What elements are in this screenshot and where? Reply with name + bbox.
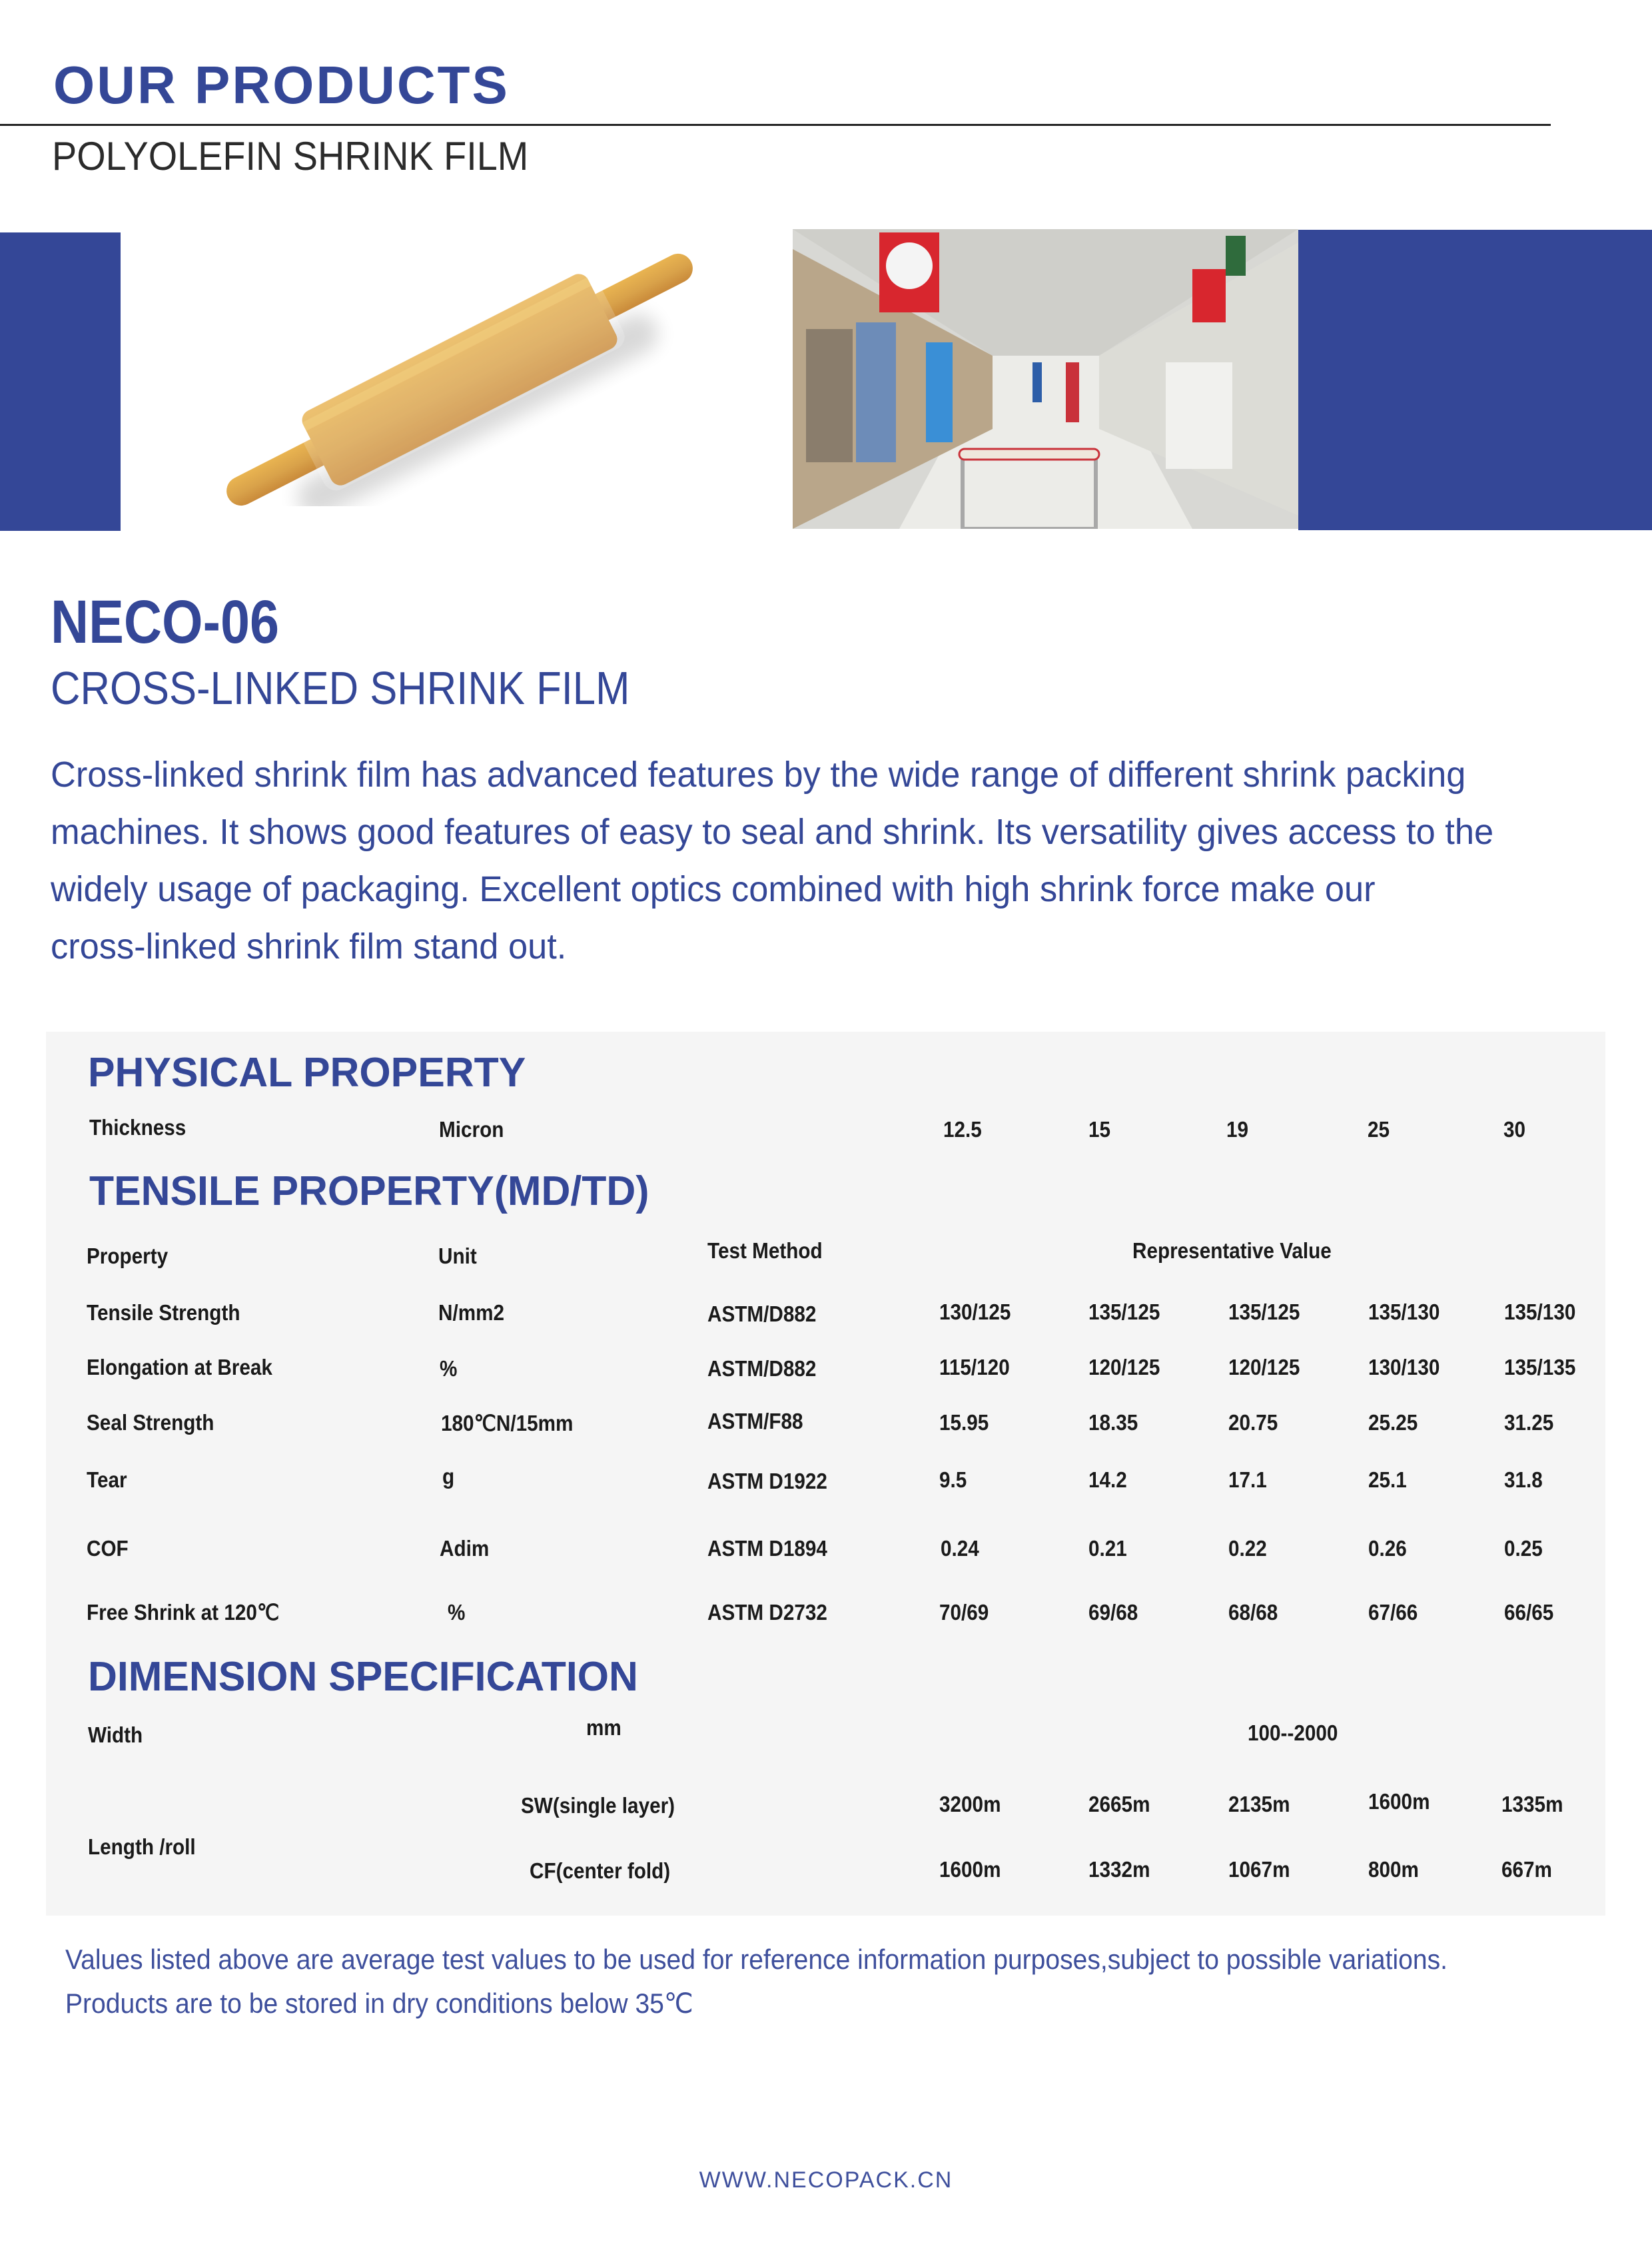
product-name: CROSS-LINKED SHRINK FILM: [51, 662, 630, 714]
cf-value: 1600m: [939, 1857, 1001, 1882]
width-unit: mm: [586, 1715, 621, 1740]
row-value: 135/130: [1368, 1300, 1440, 1324]
row-method: ASTM D1922: [707, 1469, 827, 1493]
length-label: Length /roll: [88, 1834, 196, 1859]
disclaimer-note: Values listed above are average test values to be used for reference information purposes,subject to possible variations.: [65, 1944, 1447, 1975]
tensile-property-title: TENSILE PROPERTY(MD/TD): [89, 1168, 649, 1214]
website-link[interactable]: WWW.NECOPACK.CN: [699, 2167, 953, 2193]
row-unit: N/mm2: [438, 1300, 505, 1325]
header-property: Property: [87, 1244, 169, 1268]
storage-note: Products are to be stored in dry conditions below 35℃: [65, 1988, 693, 2019]
dimension-spec-title: DIMENSION SPECIFICATION: [88, 1654, 638, 1700]
cf-value: 1332m: [1088, 1857, 1150, 1882]
row-value: 120/125: [1088, 1355, 1160, 1379]
row-value: 14.2: [1088, 1467, 1127, 1492]
row-value: 135/130: [1504, 1300, 1576, 1324]
sw-value: 1600m: [1368, 1789, 1430, 1814]
left-blue-block: [0, 232, 121, 531]
header-representative-value: Representative Value: [1132, 1238, 1332, 1263]
thickness-value: 12.5: [943, 1117, 982, 1142]
row-method: ASTM/F88: [707, 1409, 803, 1433]
product-model: NECO-06: [51, 588, 279, 656]
row-value: 66/65: [1504, 1600, 1554, 1625]
sw-value: 2665m: [1088, 1792, 1150, 1816]
product-description: [51, 746, 1524, 975]
row-value: 17.1: [1228, 1467, 1267, 1492]
row-method: ASTM D1894: [707, 1536, 827, 1561]
row-property: Tensile Strength: [87, 1300, 240, 1325]
row-value: 25.25: [1368, 1410, 1418, 1435]
supermarket-aisle-icon: [793, 229, 1298, 529]
description-line: machines. It shows good features of easy to seal and shrink. Its versatility gives access to the: [51, 812, 1494, 852]
cf-value: 667m: [1501, 1857, 1552, 1882]
supermarket-photo: [793, 229, 1298, 529]
page-subtitle: POLYOLEFIN SHRINK FILM: [52, 134, 529, 179]
thickness-value: 19: [1226, 1117, 1249, 1142]
description-line: widely usage of packaging. Excellent optics combined with high shrink force make our: [51, 869, 1376, 909]
row-value: 31.8: [1504, 1467, 1543, 1492]
row-value: 70/69: [939, 1600, 989, 1625]
row-unit: %: [440, 1356, 458, 1381]
row-value: 15.95: [939, 1410, 989, 1435]
title-divider: [0, 124, 1551, 126]
row-method: ASTM/D882: [707, 1302, 817, 1326]
header-test-method: Test Method: [707, 1238, 823, 1263]
row-unit: %: [448, 1600, 466, 1625]
row-value: 0.25: [1504, 1536, 1543, 1561]
row-value: 9.5: [939, 1467, 967, 1492]
row-value: 68/68: [1228, 1600, 1278, 1625]
row-unit: 180℃N/15mm: [441, 1411, 574, 1435]
sw-label: SW(single layer): [521, 1793, 675, 1818]
row-value: 135/125: [1088, 1300, 1160, 1324]
rolling-pin-icon: [193, 253, 726, 506]
physical-property-title: PHYSICAL PROPERTY: [88, 1050, 526, 1096]
row-value: 67/66: [1368, 1600, 1418, 1625]
row-property: Free Shrink at 120℃: [87, 1600, 280, 1625]
row-value: 0.22: [1228, 1536, 1267, 1561]
row-value: 69/68: [1088, 1600, 1138, 1625]
description-line: Cross-linked shrink film has advanced features by the wide range of different shrink packing: [51, 755, 1466, 795]
row-value: 25.1: [1368, 1467, 1407, 1492]
row-value: 31.25: [1504, 1410, 1554, 1435]
cf-label: CF(center fold): [530, 1858, 671, 1883]
cf-value: 800m: [1368, 1857, 1419, 1882]
row-value: 135/125: [1228, 1300, 1300, 1324]
row-property: Tear: [87, 1467, 127, 1492]
row-value: 0.24: [941, 1536, 979, 1561]
description-line: cross-linked shrink film stand out.: [51, 927, 567, 966]
thickness-value: 30: [1503, 1117, 1526, 1142]
right-blue-block: [1298, 230, 1652, 530]
row-unit: Adim: [440, 1536, 490, 1561]
thickness-value: 25: [1368, 1117, 1390, 1142]
width-label: Width: [88, 1722, 143, 1747]
row-value: 18.35: [1088, 1410, 1138, 1435]
cf-value: 1067m: [1228, 1857, 1290, 1882]
row-value: 115/120: [939, 1355, 1010, 1379]
row-value: 0.21: [1088, 1536, 1127, 1561]
sw-value: 3200m: [939, 1792, 1001, 1816]
width-range: 100--2000: [1248, 1720, 1338, 1745]
thickness-unit: Micron: [439, 1117, 504, 1142]
row-value: 130/125: [939, 1300, 1011, 1324]
row-value: 120/125: [1228, 1355, 1300, 1379]
row-value: 0.26: [1368, 1536, 1407, 1561]
row-property: Elongation at Break: [87, 1355, 272, 1379]
page-title: OUR PRODUCTS: [53, 55, 510, 115]
row-method: ASTM/D882: [707, 1356, 817, 1381]
row-unit: g: [442, 1464, 455, 1489]
row-value: 20.75: [1228, 1410, 1278, 1435]
row-property: COF: [87, 1536, 129, 1561]
row-property: Seal Strength: [87, 1410, 214, 1435]
header-unit: Unit: [438, 1244, 477, 1268]
row-value: 135/135: [1504, 1355, 1576, 1379]
sw-value: 1335m: [1501, 1792, 1563, 1816]
rolling-pin-image: [193, 253, 726, 506]
thickness-label: Thickness: [89, 1115, 187, 1140]
row-value: 130/130: [1368, 1355, 1440, 1379]
thickness-value: 15: [1088, 1117, 1111, 1142]
sw-value: 2135m: [1228, 1792, 1290, 1816]
row-method: ASTM D2732: [707, 1600, 827, 1625]
